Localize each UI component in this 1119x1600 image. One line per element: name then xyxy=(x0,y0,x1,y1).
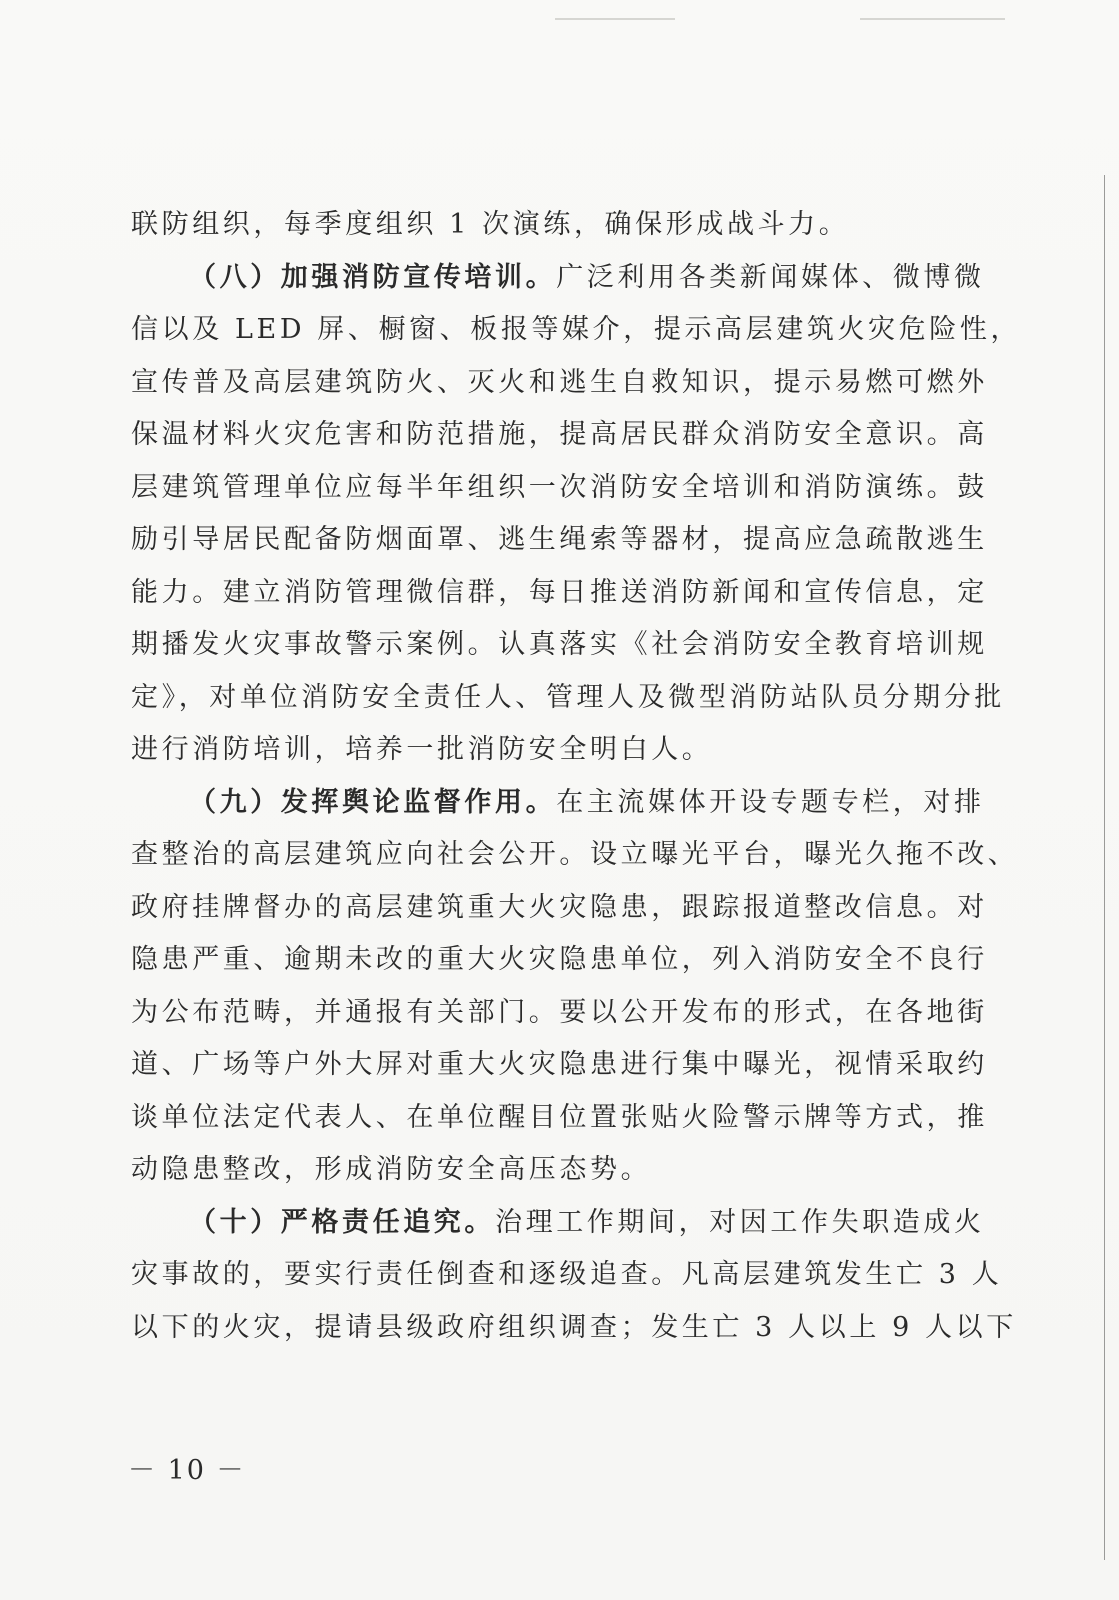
section-10-text: 治理工作期间，对因工作失职造成火 xyxy=(495,1206,985,1238)
text-line: 期播发火灾事故警示案例。认真落实《社会消防安全教育培训规 xyxy=(131,629,988,660)
section-9-first-line xyxy=(131,784,991,837)
scan-edge-mark xyxy=(860,0,1005,20)
text-line: 保温材料火灾危害和防范措施，提高居民群众消防安全意识。高 xyxy=(131,419,988,450)
section-10-heading: （十）严格责任追究。 xyxy=(189,1206,495,1238)
scan-border-line xyxy=(1104,175,1105,1560)
text-line: 以下的火灾，提请县级政府组织调查；发生亡 3 人以上 9 人以下 xyxy=(131,1311,1017,1343)
text-line: 励引导居民配备防烟面罩、逃生绳索等器材，提高应急疏散逃生 xyxy=(131,524,988,555)
body-text xyxy=(131,206,1022,1361)
text-line: 进行消防培训，培养一批消防安全明白人。 xyxy=(131,734,713,765)
page-number: － 10 － xyxy=(128,1455,246,1486)
text-line: 能力。建立消防管理微信群，每日推送消防新闻和宣传信息，定 xyxy=(131,576,988,608)
section-9-heading: （九）发挥舆论监督作用。 xyxy=(189,786,557,818)
text-line: 政府挂牌督办的高层建筑重大火灾隐患，跟踪报道整改信息。对 xyxy=(131,891,988,923)
section-8-text: 广泛利用各类新闻媒体、微博微 xyxy=(556,261,985,293)
text-line: 宣传普及高层建筑防火、灭火和逃生自救知识，提示易燃可燃外 xyxy=(131,366,988,398)
text-line: 定》，对单位消防安全责任人、管理人及微型消防站队员分期分批 xyxy=(131,681,1005,713)
section-9-text: 在主流媒体开设专题专栏，对排 xyxy=(556,786,985,818)
section-8-heading: （八）加强消防宣传培训。 xyxy=(189,261,557,293)
text-line: 谈单位法定代表人、在单位醒目位置张贴火险警示牌等方式，推 xyxy=(131,1101,988,1133)
text-line: 隐患严重、逾期未改的重大火灾隐患单位，列入消防安全不良行 xyxy=(131,944,988,975)
text-line: 查整治的高层建筑应向社会公开。设立曝光平台，曝光久拖不改、 xyxy=(131,839,1019,870)
text-line: 为公布范畴，并通报有关部门。要以公开发布的形式，在各地街 xyxy=(131,996,988,1028)
section-8-first-line xyxy=(131,259,991,312)
text-line: 层建筑管理单位应每半年组织一次消防安全培训和消防演练。鼓 xyxy=(131,471,988,503)
text-line: 信以及 LED 屏、橱窗、板报等媒介，提示高层建筑火灾危险性， xyxy=(131,314,1022,345)
scan-edge-mark xyxy=(555,0,675,20)
section-10-first-line xyxy=(131,1204,991,1257)
text-line: 道、广场等户外大屏对重大火灾隐患进行集中曝光，视情采取约 xyxy=(131,1049,988,1080)
text-line: 灾事故的，要实行责任倒查和逐级追查。凡高层建筑发生亡 3 人 xyxy=(131,1259,1003,1290)
text-line: 联防组织，每季度组织 1 次演练，确保形成战斗力。 xyxy=(131,209,850,240)
text-line: 动隐患整改，形成消防安全高压态势。 xyxy=(131,1154,652,1185)
